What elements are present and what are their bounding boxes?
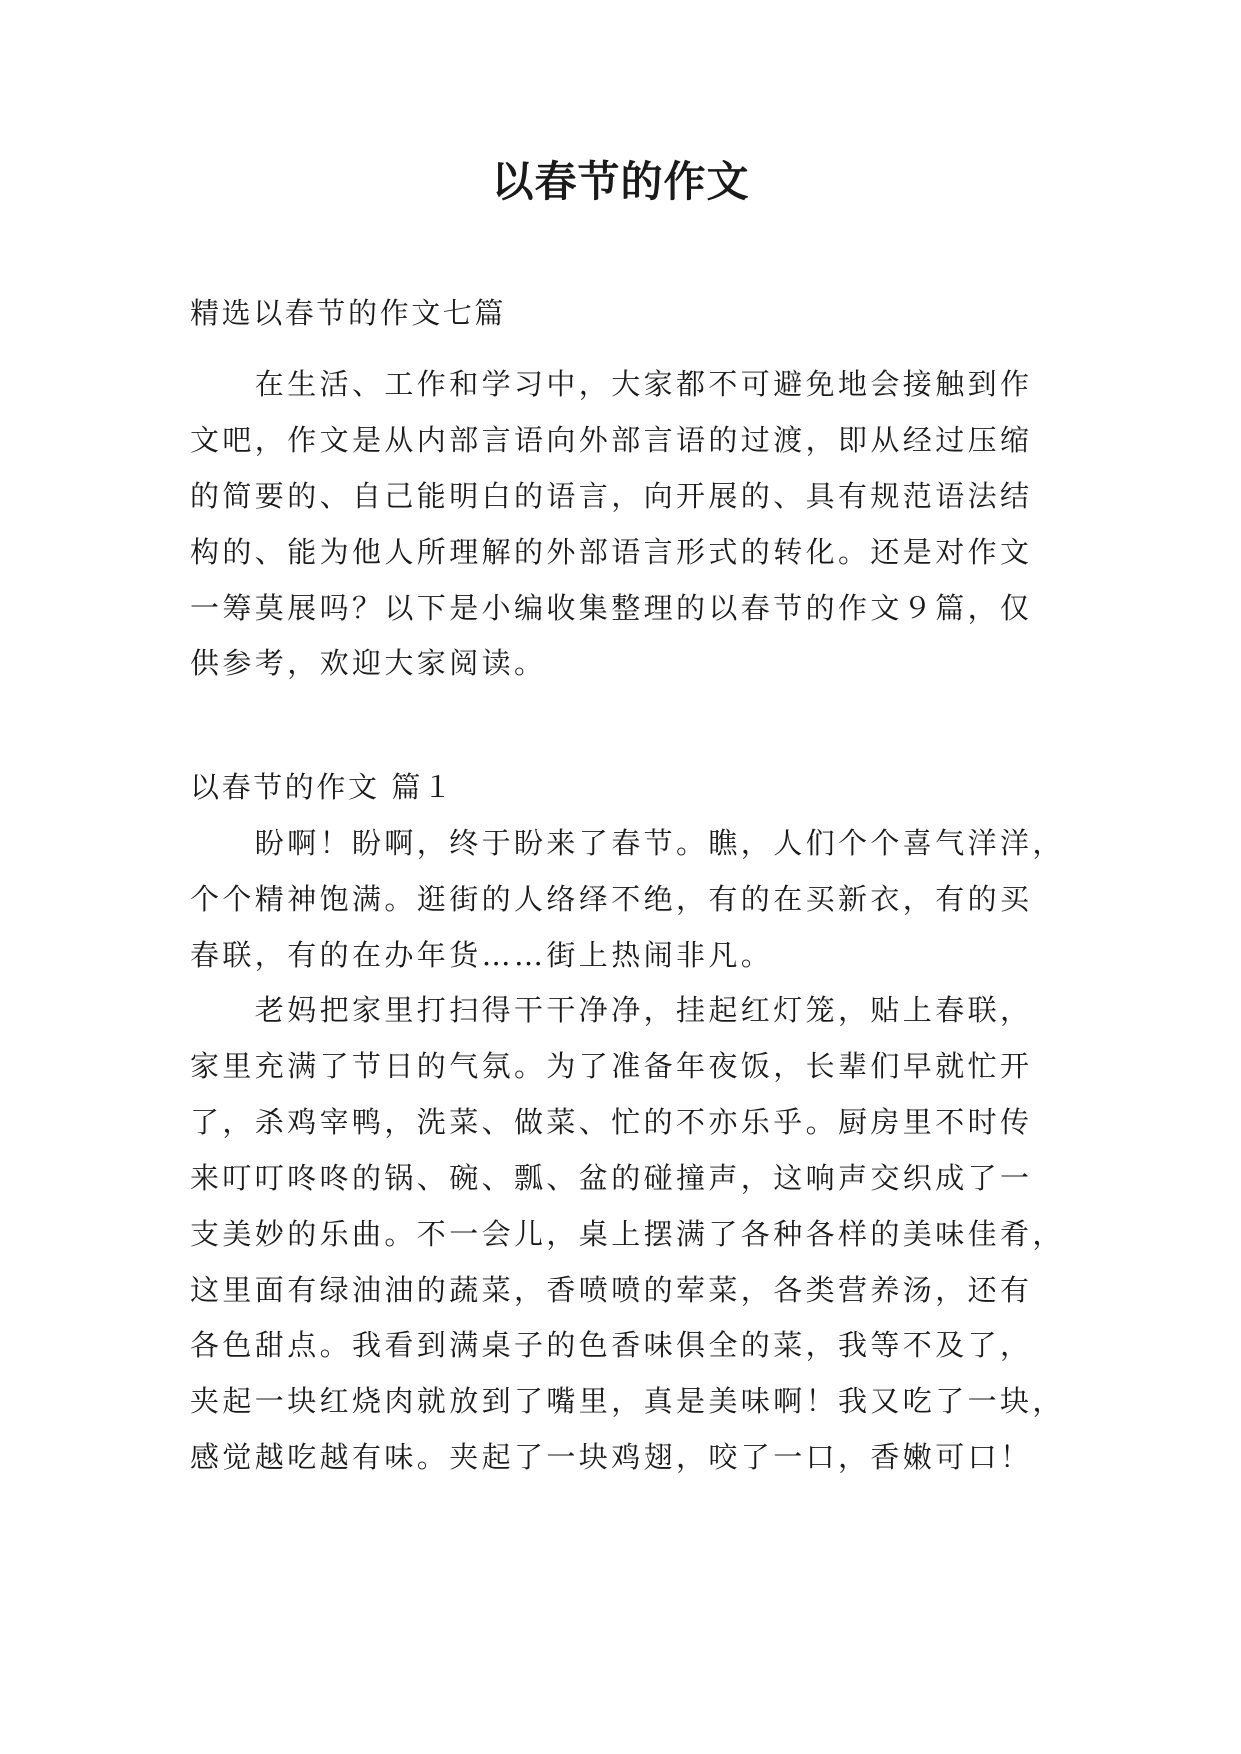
body-line: 来叮叮咚咚的锅、碗、瓢、盆的碰撞声，这响声交织成了一 [190,1161,1033,1195]
body-line: 家里充满了节日的气氛。为了准备年夜饭，长辈们早就忙开 [190,1049,1033,1083]
intro-line: 构的、能为他人所理解的外部语言形式的转化。还是对作文 [190,535,1033,569]
body-line: 夹起一块红烧肉就放到了嘴里，真是美味啊！我又吃了一块， [190,1384,1065,1418]
body-line: 了，杀鸡宰鸭，洗菜、做菜、忙的不亦乐乎。厨房里不时传 [190,1105,1033,1139]
document-title: 以春节的作文 [491,157,750,206]
intro-line: 的简要的、自己能明白的语言，向开展的、具有规范语法结 [190,479,1033,513]
body-line: 盼啊！盼啊，终于盼来了春节。瞧，人们个个喜气洋洋， [190,826,1065,860]
body-line: 这里面有绿油油的蔬菜，香喷喷的荤菜，各类营养汤，还有 [190,1273,1033,1307]
body-line: 个个精神饱满。逛街的人络绎不绝，有的在买新衣，有的买 [190,882,1033,916]
body-line: 春联，有的在办年货……街上热闹非凡。 [190,938,774,972]
intro-line: 在生活、工作和学习中，大家都不可避免地会接触到作 [190,367,1033,401]
document-subtitle: 精选以春节的作文七篇 [190,296,507,330]
body-line: 老妈把家里打扫得干干净净，挂起红灯笼，贴上春联， [190,993,1033,1027]
intro-line: 供参考，欢迎大家阅读。 [190,646,547,680]
intro-line: 一筹莫展吗？以下是小编收集整理的以春节的作文９篇，仅 [190,591,1033,625]
body-line: 感觉越吃越有味。夹起了一块鸡翅，咬了一口，香嫩可口！ [190,1440,1033,1474]
body-line: 支美妙的乐曲。不一会儿，桌上摆满了各种各样的美味佳肴， [190,1217,1065,1251]
body-line: 各色甜点。我看到满桌子的色香味俱全的菜，我等不及了， [190,1328,1033,1362]
intro-line: 文吧，作文是从内部言语向外部言语的过渡，即从经过压缩 [190,423,1033,457]
section-heading: 以春节的作文 篇１ [190,770,455,804]
